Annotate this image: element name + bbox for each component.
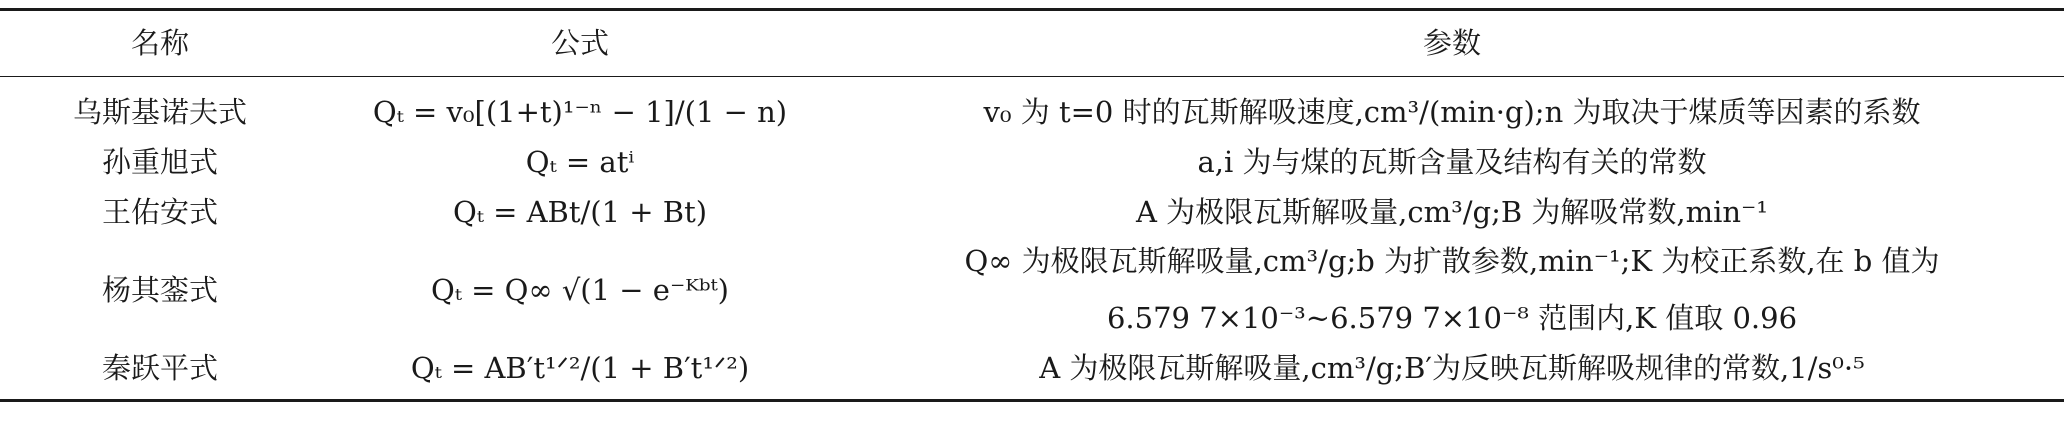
row-params-line-2: 6.579 7×10⁻³~6.579 7×10⁻⁸ 范围内,K 值取 0.96 [1106, 301, 1798, 335]
formula-table [0, 8, 2064, 402]
row-params: A 为极限瓦斯解吸量,cm³/g;B′为反映瓦斯解吸规律的常数,1/s⁰·⁵ [1039, 350, 1865, 385]
table-row [0, 87, 2064, 137]
table-header-row [0, 11, 2064, 76]
row-name: 乌斯基诺夫式 [72, 94, 247, 129]
table-row [0, 343, 2064, 393]
table-row [0, 187, 2064, 237]
row-formula: Qₜ = ABt/(1 + Bt) [452, 194, 708, 229]
header-params: 参数 [1422, 26, 1481, 61]
table-body [0, 77, 2064, 399]
row-params: v₀ 为 t=0 时的瓦斯解吸速度,cm³/(min·g);n 为取决于煤质等因素的系数 [983, 94, 1921, 129]
row-name: 王佑安式 [101, 194, 218, 229]
row-params-line-1: Q∞ 为极限瓦斯解吸量,cm³/g;b 为扩散参数,min⁻¹;K 为校正系数,在 b 值为 [964, 244, 1940, 279]
row-formula: Qₜ = Q∞ √(1 − e⁻ᴷᵇᵗ) [431, 272, 729, 307]
row-params: a,i 为与煤的瓦斯含量及结构有关的常数 [1197, 144, 1707, 179]
row-params [840, 244, 2064, 336]
row-name: 孙重旭式 [101, 144, 218, 179]
row-name: 秦跃平式 [101, 350, 218, 385]
row-params: A 为极限瓦斯解吸量,cm³/g;B 为解吸常数,min⁻¹ [1136, 194, 1768, 229]
table-row [0, 137, 2064, 187]
table-bottom-rule [0, 399, 2064, 402]
row-formula: Qₜ = atⁱ [525, 144, 635, 179]
row-name: 杨其銮式 [101, 272, 218, 307]
table-row [0, 237, 2064, 343]
row-formula: Qₜ = AB′t¹ᐟ²/(1 + B′t¹ᐟ²) [410, 350, 750, 385]
row-formula: Qₜ = v₀[(1+t)¹⁻ⁿ − 1]/(1 − n) [372, 94, 788, 129]
header-formula: 公式 [550, 26, 609, 61]
header-name: 名称 [130, 26, 189, 61]
